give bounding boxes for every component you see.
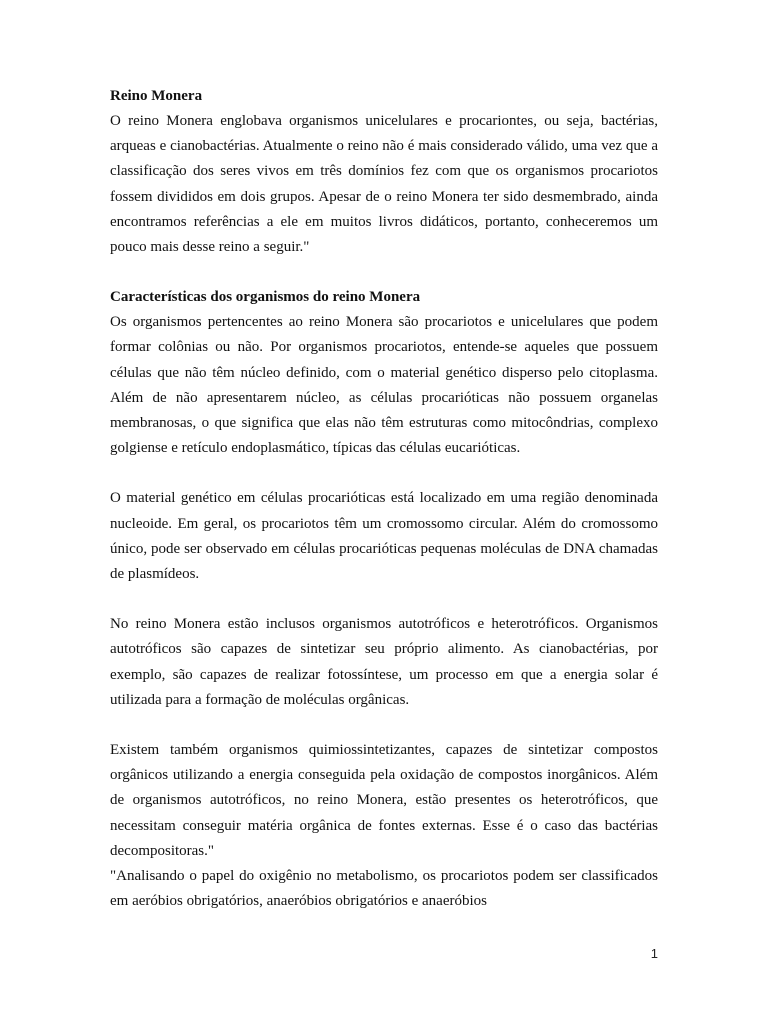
paragraph: Existem também organismos quimiossintetizantes, capazes de sintetizar compostos orgânicos utilizando a energia conseguida pela oxidação de compostos inorgânicos. Além de organismos autotróficos, no reino Monera, estão presentes os heterotróficos, que necessitam conseguir matéria orgânica de fontes externas. Esse é o caso das bactérias decompositoras." — [110, 742, 658, 859]
paragraph-spacer — [110, 713, 658, 738]
paragraph: No reino Monera estão inclusos organismos autotróficos e heterotróficos. Organismos autotróficos são capazes de sintetizar seu próprio alimento. As cianobactérias, por exemplo, são capazes de realizar fotossíntese, um processo em que a energia solar é utilizada para a formação de moléculas orgânicas. — [110, 616, 658, 708]
section-reino-monera — [110, 84, 658, 260]
section-heading: Características dos organismos do reino Monera — [110, 289, 421, 306]
paragraph: O reino Monera englobava organismos unicelulares e procariontes, ou seja, bactérias, arqueas e cianobactérias. Atualmente o reino não é mais considerado válido, uma vez que a classificação dos seres vivos em três domínios fez com que os organismos procariotos fossem divididos em dois grupos. Apesar de o reino Monera ter sido desmembrado, ainda encontramos referências a ele em muitos livros didáticos, portanto, conheceremos um pouco mais desse reino a seguir." — [110, 113, 658, 256]
section-heading: Reino Monera — [110, 88, 203, 104]
paragraph: "Analisando o papel do oxigênio no metabolismo, os procariotos podem ser classificados em aeróbios obrigatórios, anaeróbios obrigatórios e anaeróbios — [110, 868, 658, 910]
page-number: 1 — [650, 946, 658, 961]
paragraph-spacer — [110, 461, 658, 486]
section-caracteristicas — [110, 285, 658, 914]
document-page — [110, 84, 658, 939]
paragraph: Os organismos pertencentes ao reino Monera são procariotos e unicelulares que podem formar colônias ou não. Por organismos procariotos, entende-se aqueles que possuem células que não têm núcleo definido, com o material genético disperso pelo citoplasma. Além de não apresentarem núcleo, as células procarióticas não possuem organelas membranosas, o que significa que elas não têm estruturas como mitocôndrias, complexo golgiense e retículo endoplasmático, típicas das células eucarióticas. — [110, 314, 658, 457]
paragraph-spacer — [110, 587, 658, 612]
paragraph: O material genético em células procarióticas está localizado em uma região denominada nucleoide. Em geral, os procariotos têm um cromossomo circular. Além do cromossomo único, pode ser observado em células procarióticas pequenas moléculas de DNA chamadas de plasmídeos. — [110, 490, 658, 583]
